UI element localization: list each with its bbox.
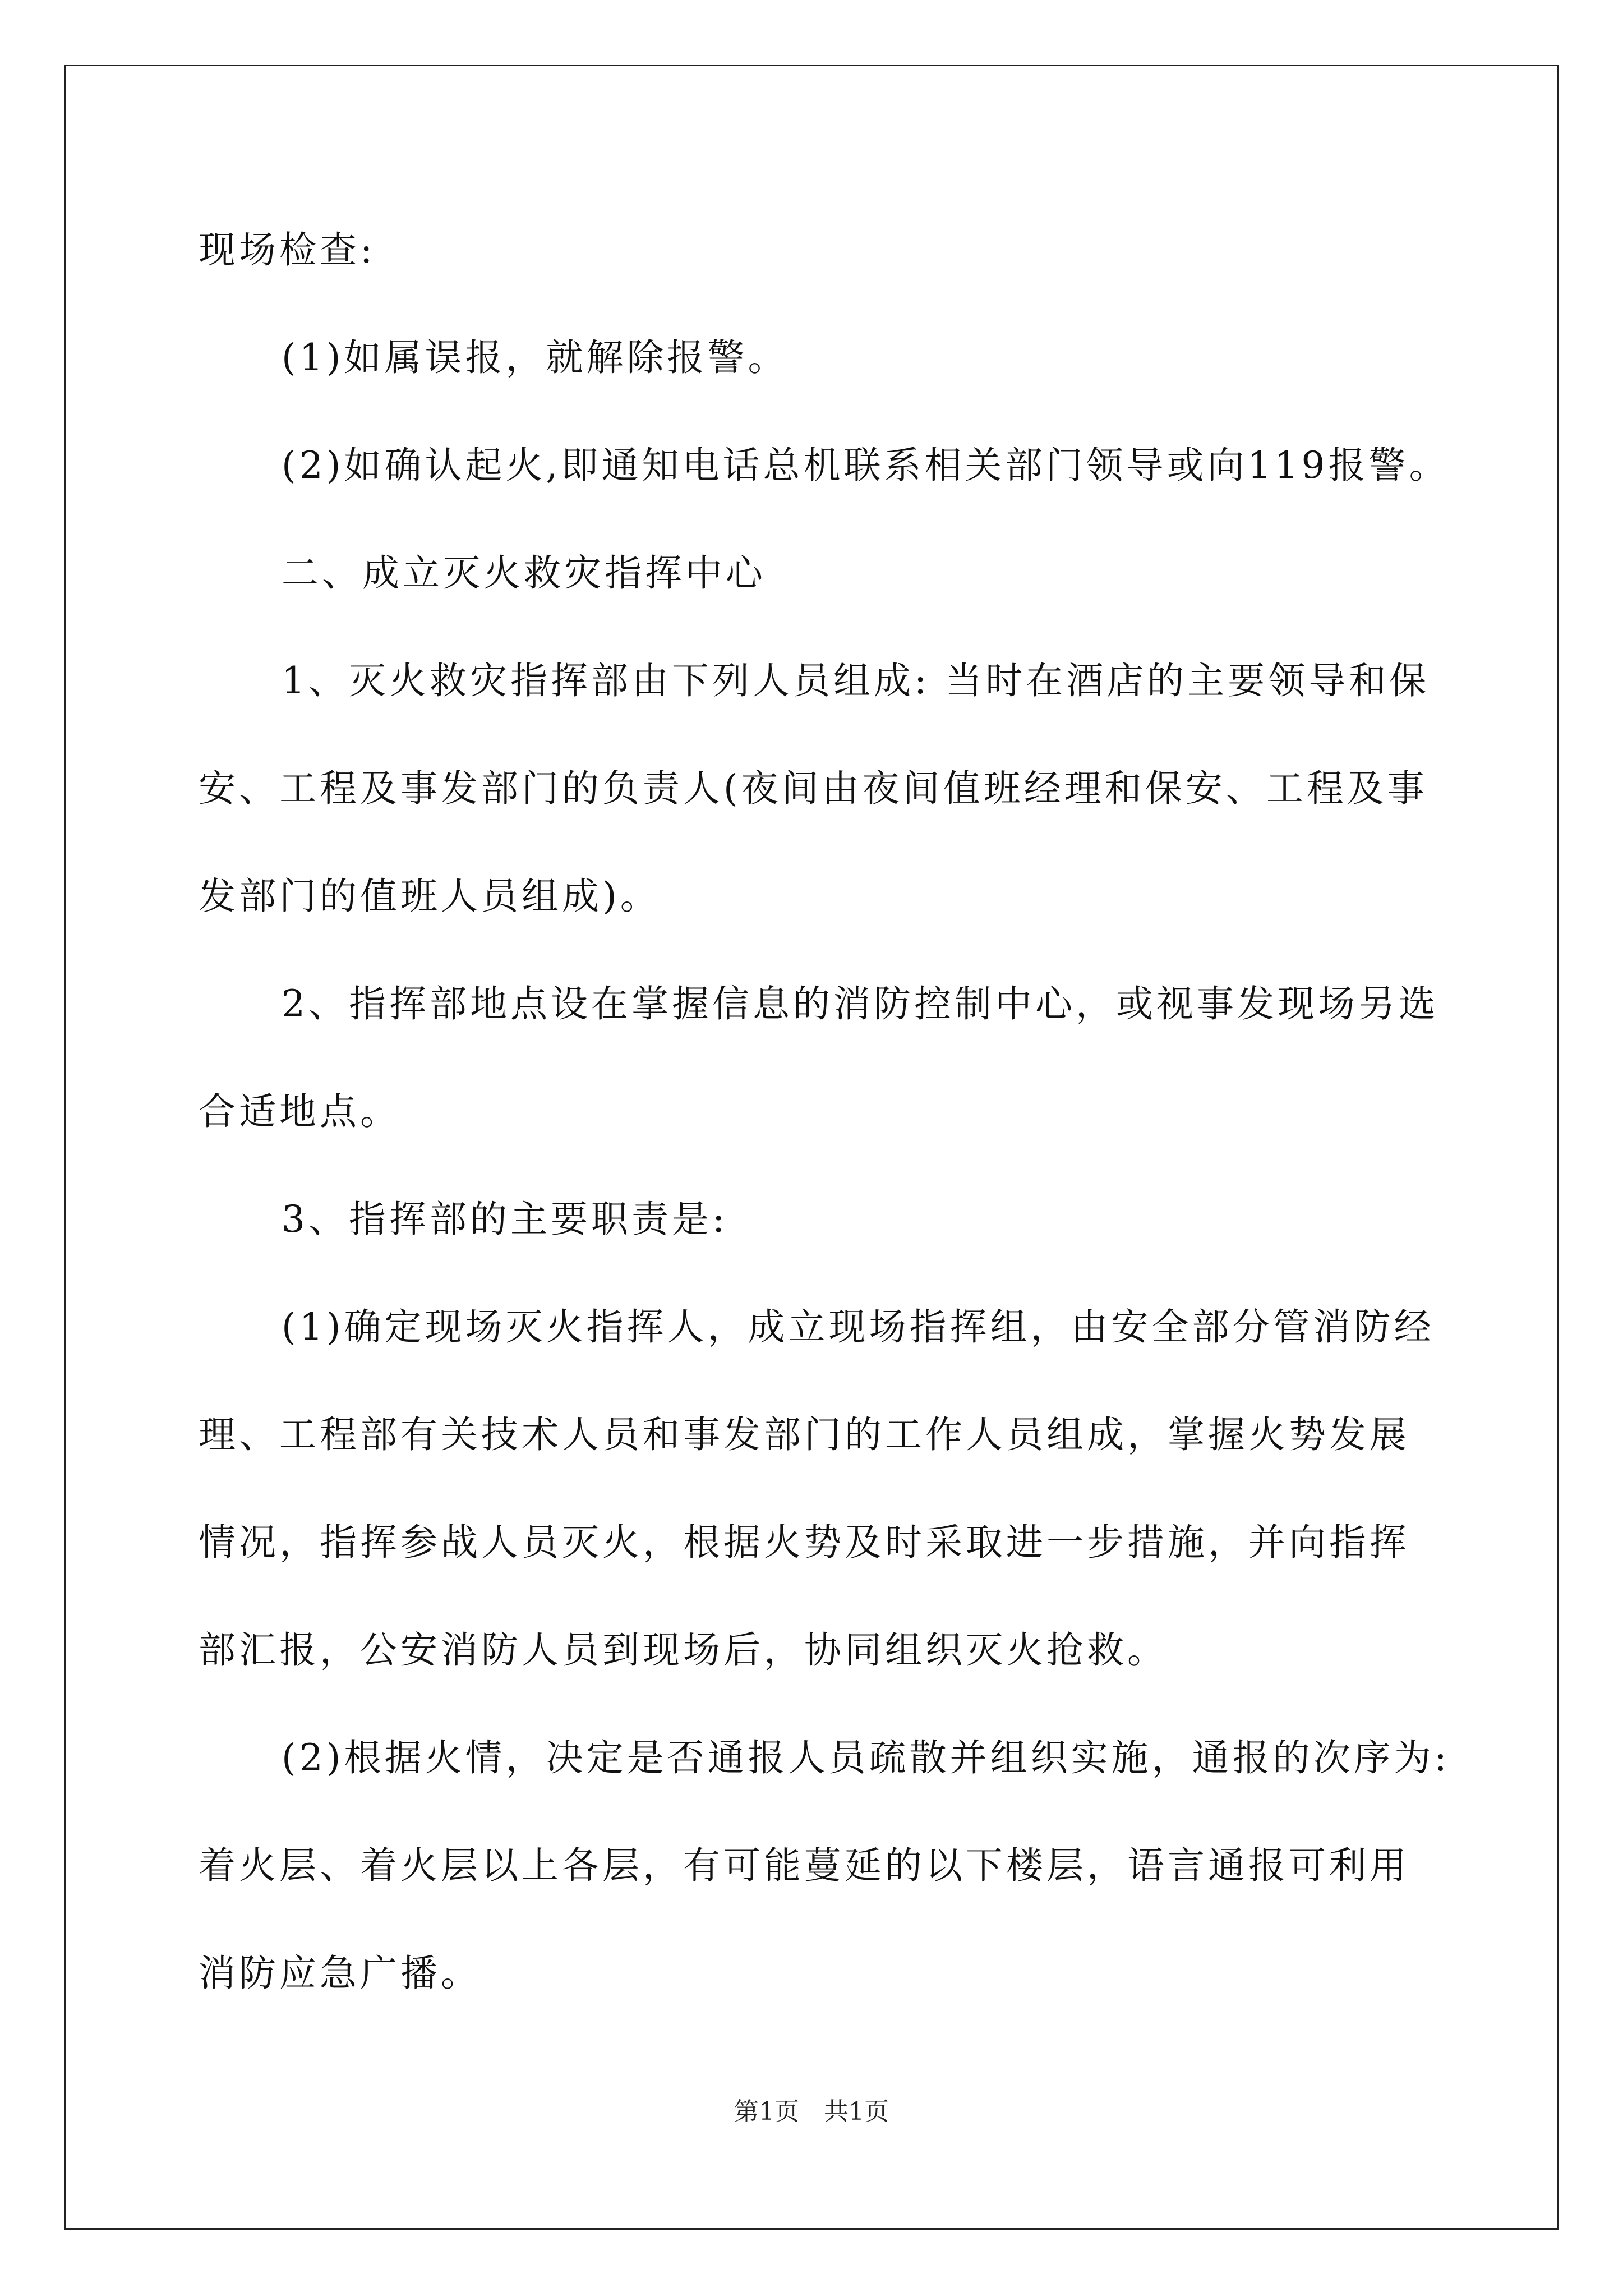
text-line: 1、灭火救灾指挥部由下列人员组成: 当时在酒店的主要领导和保 xyxy=(282,659,1430,702)
text-line: (2)如确认起火,即通知电话总机联系相关部门领导或向119报警。 xyxy=(282,444,1450,487)
text-line: 现场检查: xyxy=(199,228,376,272)
text-line: 部汇报，公安消防人员到现场后，协同组织灭火抢救。 xyxy=(199,1628,1168,1672)
section-heading: 二、成立灭火救灾指挥中心 xyxy=(282,551,766,595)
text-line: 着火层、着火层以上各层，有可能蔓延的以下楼层，语言通报可利用 xyxy=(199,1844,1410,1887)
text-line: 2、指挥部地点设在掌握信息的消防控制中心，或视事发现场另选 xyxy=(282,982,1439,1025)
text-line: 3、指挥部的主要职责是: xyxy=(282,1198,728,1241)
text-line: (1)如属误报，就解除报警。 xyxy=(282,336,789,379)
text-line: 安、工程及事发部门的负责人(夜间由夜间值班经理和保安、工程及事 xyxy=(199,767,1428,810)
text-line: (1)确定现场灭火指挥人，成立现场指挥组，由安全部分管消防经 xyxy=(282,1305,1435,1349)
text-line: 合适地点。 xyxy=(199,1090,400,1133)
page-number-footer: 第1页 共1页 xyxy=(734,2097,889,2126)
text-line: 发部门的值班人员组成)。 xyxy=(199,875,661,918)
text-line: (2)根据火情，决定是否通报人员疏散并组织实施，通报的次序为: xyxy=(282,1736,1450,1779)
text-line: 理、工程部有关技术人员和事发部门的工作人员组成，掌握火势发展 xyxy=(199,1413,1410,1456)
text-line: 消防应急广播。 xyxy=(199,1952,481,1995)
text-line: 情况，指挥参战人员灭火，根据火势及时采取进一步措施，并向指挥 xyxy=(199,1521,1410,1564)
